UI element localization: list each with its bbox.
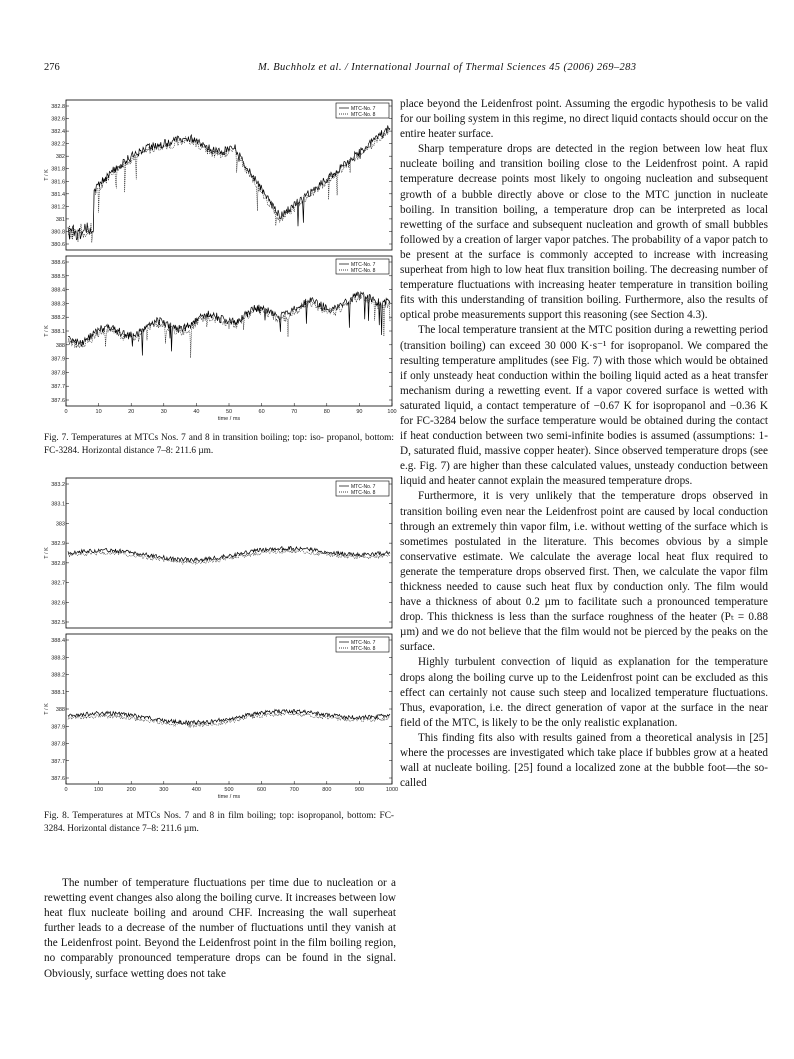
x-tick-label: 200: [126, 787, 136, 793]
y-axis-label: T / K: [44, 547, 50, 559]
y-tick-label: 382.4: [51, 129, 65, 136]
paragraph: This finding fits also with results gained from a theoretical analysis in [25] where the processes are investigated which take place if bubbles grow at a heated wall at nucleate boiling. [25] found a localized zone at the bubble foot—the so-called: [400, 731, 768, 790]
legend-entry: MTC-No. 8: [351, 490, 376, 496]
y-tick-label: 388.4: [51, 638, 65, 644]
y-tick-label: 387.6: [51, 398, 65, 404]
figure-7: [44, 96, 397, 457]
paragraph: The local temperature transient at the MTC position during a rewetting period (transition boiling) can exceed 30 000 K·s⁻¹ for isopropanol. We compared the resulting temperature amplitudes (see Fig. 7) with those which would be obtained if only unsteady heat conduction within the boiling liquid acted as a heat transfer mechanism during a rewetting event. If a vapor covered surface is wetted with saturated liquid, a contact temperature of −0.67 K for isopropanol and −0.36 K for FC-3284 below the surface temperature would be obtained during the contact if heat conduction between two semi-infinite bodies is assumed (assumptions: 1-D, saturated fluid, massive copper heater). Since observed temperature drops (see e.g. Fig. 7) are higher than these calculated values, unsteady conduction between liquid and heater cannot explain the measured temperature drops.: [400, 324, 768, 488]
legend-entry: MTC-No. 7: [351, 106, 376, 112]
y-tick-label: 381.4: [51, 191, 65, 198]
y-tick-label: 387.8: [51, 370, 65, 377]
y-tick-label: 387.7: [51, 384, 65, 391]
y-tick-label: 382.8: [51, 104, 65, 110]
x-tick-label: 50: [225, 409, 233, 415]
x-tick-label: 800: [322, 787, 332, 793]
x-tick-label: 600: [257, 787, 267, 793]
y-tick-label: 383: [55, 521, 65, 528]
figure-7-caption: Fig. 7. Temperatures at MTCs Nos. 7 and 8 in transition boiling; top: iso- propanol, bottom: FC-3284. Horizontal distance 7–8: 211.6 µm.: [44, 433, 394, 456]
paragraph: place beyond the Leidenfrost point. Assuming the ergodic hypothesis to be valid for our boiling system in this regime, no direct liquid contacts should occur on the entire heater surface.: [400, 98, 768, 141]
figure-8: [44, 474, 399, 835]
plot-panel: [44, 634, 392, 784]
x-tick-label: 0: [64, 787, 68, 793]
y-axis-label: T / K: [44, 169, 50, 181]
legend-entry: MTC-No. 8: [351, 646, 376, 652]
x-tick-label: 900: [354, 787, 364, 793]
legend-entry: MTC-No. 7: [351, 640, 376, 646]
y-tick-label: 382.5: [51, 620, 65, 626]
y-axis-label: T / K: [44, 325, 50, 337]
x-tick-label: 10: [95, 409, 102, 415]
x-tick-label: 0: [64, 409, 68, 415]
y-tick-label: 388.2: [51, 315, 65, 322]
figure-8-plot: [44, 474, 399, 804]
y-tick-label: 388.4: [51, 287, 65, 294]
y-tick-label: 388.2: [51, 672, 65, 679]
page-number: 276: [44, 62, 60, 73]
x-tick-label: 400: [191, 787, 201, 793]
x-tick-label: 80: [323, 409, 330, 415]
left-column: [44, 96, 399, 835]
y-tick-label: 382.9: [51, 541, 65, 548]
legend-entry: MTC-No. 8: [351, 112, 376, 118]
y-tick-label: 382.6: [51, 116, 65, 123]
figure-7-plot: [44, 96, 397, 426]
y-tick-label: 388: [55, 342, 65, 349]
x-tick-label: 100: [387, 409, 397, 415]
x-tick-label: 20: [128, 409, 135, 415]
x-tick-label: 30: [160, 409, 167, 415]
plot-panel: [44, 256, 392, 406]
y-tick-label: 380.8: [51, 229, 65, 236]
y-tick-label: 388.1: [51, 689, 65, 696]
paragraph: The number of temperature fluctuations per time due to nucleation or a rewetting event changes also along the boiling curve. It increases between low heat flux nucleate boiling and around CHF. Increasing the wall superheat further leads to a decrease of the number of fluctuations until they vanish at the Leidenfrost point. Beyond the Leidenfrost point in the film boiling region, no comparably pronounced temperature drops can be found in the signal. Obviously, surface wetting does not take: [44, 877, 396, 980]
paragraph: Highly turbulent convection of liquid as explanation for the temperature drops along the boiling curve up to the Leidenfrost point can be excluded as this effect can certainly not cause such steep and localized temperature fluctuations. Thus, evaporation, i.e. the direct generation of vapor at the surface in the near field of the MTC, is likely to be the only realistic explanation.: [400, 656, 768, 729]
paragraph: Furthermore, it is very unlikely that the temperature drops observed in transition boiling even near the Leidenfrost point are caused by local conduction through an extremely thin vapor film, i.e. without wetting of the surface which is sometimes postulated in the literature. This becomes obvious by a simple conservative estimate. We calculate the average local heat flux required to generate the temperature drops observed first. Then, we calculate the vapor film thickness needed to cause such heat flux by conduction only. The film would have a thickness of about 0.2 µm to facilitate such a pronounced temperature drop. This thickness is less than the surface roughness of the heater (Pₜ = 0.88 µm) and we do not believe that the film would not be pierced by the peaks on the surface.: [400, 490, 768, 654]
x-tick-label: 90: [356, 409, 363, 415]
y-tick-label: 388.5: [51, 273, 65, 280]
paragraph: Sharp temperature drops are detected in the region between low heat flux nucleate boiling and transition boiling close to the Leidenfrost point. A rapid temperature decrease points most likely to ongoing nucleation and subsequent growth of a bubble directly above or close to the MTC junction in nucleate boiling. In transition boiling, a temperature drop can be interpreted as local rewetting of the surface and subsequent nucleation and growth of small bubbles followed by a creation of larger vapor patches. The probability of a vapor patch to be present at the surface is commonly accepted to increase with increasing superheat from high to low heat flux transition boiling. The decreasing number of temperature fluctuations with increasing heater temperature in transition boiling fits with this understanding of transition boiling. Furthermore, also the results of optical probe measurements support this reasoning (see Section 4.3).: [400, 143, 768, 322]
y-axis-label: T / K: [44, 703, 50, 715]
left-body-text: [44, 876, 396, 982]
y-tick-label: 388.3: [51, 655, 65, 662]
y-tick-label: 383.2: [51, 482, 65, 488]
figure-8-caption: Fig. 8. Temperatures at MTCs Nos. 7 and 8 in film boiling; top: isopropanol, bottom: FC-3284. Horizontal distance 7–8: 211.6 µm.: [44, 811, 394, 834]
journal-citation: M. Buchholz et al. / International Journal of Thermal Sciences 45 (2006) 269–283: [258, 62, 637, 73]
x-axis-label: time / ms: [217, 416, 241, 422]
y-tick-label: 382.6: [51, 600, 65, 607]
x-tick-label: 70: [291, 409, 298, 415]
x-tick-label: 100: [94, 787, 104, 793]
y-tick-label: 381: [55, 216, 65, 223]
y-tick-label: 387.9: [51, 356, 65, 363]
y-tick-label: 382.8: [51, 560, 65, 567]
y-tick-label: 388.1: [51, 329, 65, 335]
legend-entry: MTC-No. 7: [351, 484, 376, 490]
x-tick-label: 40: [193, 409, 200, 415]
plot-panel: [44, 478, 392, 628]
x-tick-label: 500: [224, 787, 234, 793]
y-tick-label: 387.8: [51, 741, 65, 748]
x-tick-label: 60: [258, 409, 265, 415]
y-tick-label: 388: [55, 707, 65, 713]
y-tick-label: 382.2: [51, 141, 65, 148]
legend-entry: MTC-No. 8: [351, 268, 376, 274]
y-tick-label: 382: [55, 154, 65, 161]
y-tick-label: 388.6: [51, 260, 65, 266]
y-tick-label: 387.7: [51, 758, 65, 765]
x-tick-label: 300: [159, 787, 169, 793]
page-header: [44, 62, 764, 78]
y-tick-label: 381.6: [51, 179, 65, 186]
x-tick-label: 700: [289, 787, 299, 793]
x-axis-label: time / ms: [217, 794, 241, 800]
y-tick-label: 380.6: [51, 242, 65, 248]
y-tick-label: 387.9: [51, 724, 65, 731]
y-tick-label: 387.6: [51, 776, 65, 782]
y-tick-label: 382.7: [51, 580, 65, 587]
plot-panel: [44, 100, 392, 250]
y-tick-label: 388.3: [51, 301, 65, 308]
y-tick-label: 383.1: [51, 501, 65, 508]
legend-entry: MTC-No. 7: [351, 262, 376, 268]
x-tick-label: 1000: [385, 787, 399, 793]
right-column: [400, 97, 768, 791]
y-tick-label: 381.8: [51, 166, 65, 173]
y-tick-label: 381.2: [51, 204, 65, 211]
